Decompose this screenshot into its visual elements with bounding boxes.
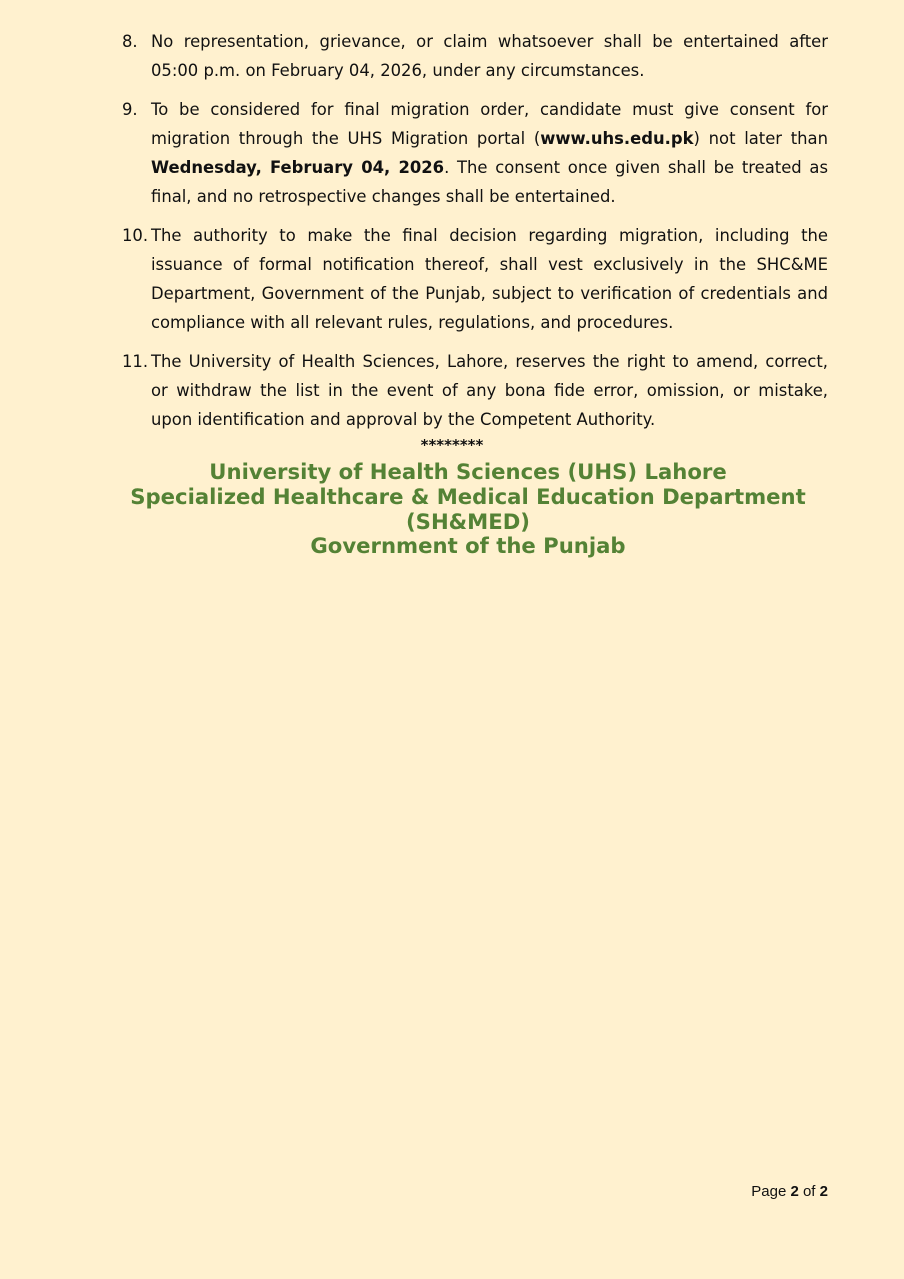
issuing-authority-block [100, 460, 836, 559]
numbered-list [122, 27, 828, 443]
item-number: 8. [122, 32, 138, 51]
separator-stars: ******** [420, 436, 484, 454]
current-page: 2 [790, 1183, 799, 1200]
university-name: University of Health Sciences (UHS) Lahore [209, 459, 727, 484]
page-middle: of [798, 1183, 820, 1200]
total-pages: 2 [819, 1183, 828, 1200]
item-text: The University of Health Sciences, Lahore, reserves the right to amend, correct, or withdraw the list in the event of any bona fide error, omission, or mistake, upon identification and approval by the Competent Authority. [151, 351, 828, 429]
item-text: No representation, grievance, or claim whatsoever shall be entertained after 05:00 p.m. on February 04, 2026, under any circumstances. [151, 32, 828, 81]
item-text [151, 95, 828, 212]
item-number: 9. [122, 99, 138, 119]
list-item-9 [122, 95, 828, 212]
item-text-part: . The consent once given shall be treated as final, and no retrospective changes shall be entertained. [151, 158, 829, 207]
item-text-part: ) not later than [693, 128, 828, 148]
department-abbreviation: (SH&MED) [406, 508, 530, 534]
page-prefix: Page [751, 1183, 791, 1200]
item-number: 10. [122, 225, 149, 245]
list-item-8 [122, 27, 828, 85]
department-name: Specialized Healthcare & Medical Education Department [130, 483, 806, 509]
deadline-date: Wednesday, February 04, 2026 [151, 158, 445, 177]
list-item-10 [122, 221, 828, 338]
uhs-website-link[interactable]: www.uhs.edu.pk [540, 128, 694, 148]
list-item-11 [122, 347, 828, 435]
page-number [751, 1183, 828, 1200]
item-text: The authority to make the final decision regarding migration, including the issuance of formal notification thereof, shall vest exclusively in the SHC&ME Department, Government of the Punjab, subject to verification of credentials and compliance with all relevant rules, regulations, and procedures. [151, 225, 828, 333]
item-number: 11. [122, 351, 149, 371]
government-name: Government of the Punjab [310, 533, 626, 559]
item-text-part: To be considered for final migration order, candidate must give consent for migration through the UHS Migration portal ( [151, 99, 828, 148]
